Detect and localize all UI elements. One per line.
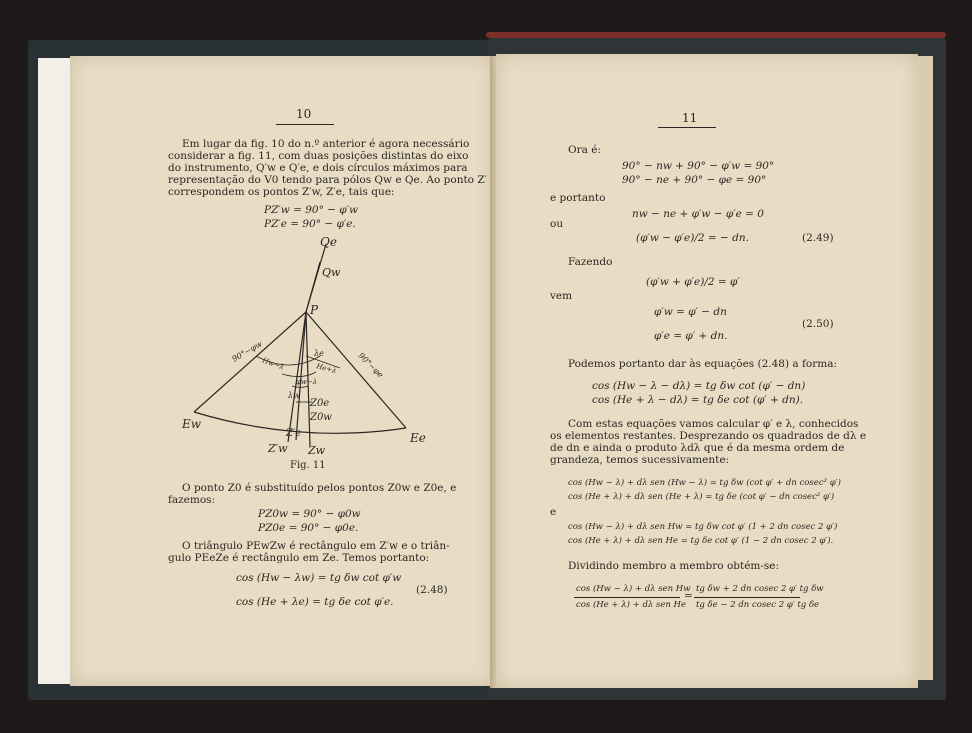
left-para1-line5: correspondem os pontos Z′w, Z′e, tais que: — [168, 186, 395, 198]
header-rule-right — [658, 127, 716, 128]
left-para1-line2: considerar a fig. 11, com duas posições distintas do eixo — [168, 150, 469, 162]
eqF-line1: cos (Hw − λ − dλ) = tg δw cot (φ′ − dn) — [592, 380, 806, 392]
eqG-line2: cos (He + λ) + dλ sen (He + λ) = tg δe (cot φ′ − dn cosec² φ′) — [568, 492, 835, 502]
e-portanto: e portanto — [550, 192, 606, 204]
right-para4-line2: os elementos restantes. Desprezando os quadrados de dλ e — [550, 430, 867, 442]
left-para2-line1: O ponto Z0 é substituído pelos pontos Z0w e Z0e, e — [182, 482, 457, 494]
label-ee: Ee — [410, 431, 426, 445]
figure-caption: Fig. 11 — [290, 460, 326, 471]
label-z0w: Z0w — [310, 412, 332, 423]
frac-right-num: tg δw + 2 dn cosec 2 φ′ tg δw — [696, 584, 824, 594]
label-zw: Zw — [308, 444, 326, 457]
left-para3-line2: gulo PEeZe é rectângulo em Ze. Temos portanto: — [168, 552, 430, 564]
eqC: (φ′w − φ′e)/2 = − dn. — [636, 232, 749, 244]
label-qw: Qw — [322, 266, 341, 279]
spine-edge — [486, 32, 946, 38]
label-arc-e: 90°−φe — [356, 351, 386, 380]
label-ew: Ew — [182, 417, 202, 431]
dividindo: Dividindo membro a membro obtém-se: — [568, 560, 780, 572]
label-mid: φw−λ — [296, 378, 318, 386]
fazendo: Fazendo — [568, 256, 613, 268]
page-number-right: 11 — [682, 111, 698, 125]
eq3-line2: cos (He + λe) = tg δe cot φ′e. — [236, 596, 394, 608]
left-para3-line1: O triângulo PEwZw é rectângulo em Z′w e o triân- — [182, 540, 450, 552]
left-page — [70, 56, 494, 686]
label-hw: Hw−λ — [261, 356, 286, 372]
label-lw: λw — [288, 391, 300, 400]
right-para4-line1: Com estas equações vamos calcular φ′ e λ, conhecidos — [568, 418, 859, 430]
frac-equals: = — [684, 590, 693, 602]
label-arc-w: 90°−φw — [230, 339, 264, 364]
eq3-line1: cos (Hw − λw) = tg δw cot φ′w — [236, 572, 402, 584]
eqF-line2: cos (He + λ − dλ) = tg δe cot (φ′ + dn). — [592, 394, 804, 406]
label-qe: Qe — [320, 235, 337, 249]
eq2-line1: PZ0w = 90° − φ0w — [258, 508, 361, 520]
left-para1-line4: representação do V0 tendo para pólos Qw e Qe. Ao ponto Z′ — [168, 174, 488, 186]
label-le: λe — [314, 349, 324, 358]
left-para2-line2: fazemos: — [168, 494, 216, 506]
eqD: (φ′w + φ′e)/2 = φ′ — [646, 276, 740, 288]
left-para1-line1: Em lugar da fig. 10 do n.º anterior é agora necessário — [182, 138, 470, 150]
eq1-line2: PZ′e = 90° − φ′e. — [264, 218, 356, 230]
podemos: Podemos portanto dar às equações (2.48) a forma: — [568, 358, 837, 370]
frac-left-den: cos (He + λ) + dλ sen He — [576, 600, 686, 610]
label-z0e: Z0e — [310, 398, 330, 409]
eq1-line1: PZ′w = 90° − φ′w — [264, 204, 359, 216]
frac-left-bar — [574, 597, 680, 598]
frac-right-den: tg δe − 2 dn cosec 2 φ′ tg δe — [696, 600, 820, 610]
right-page — [496, 54, 918, 688]
frac-right-bar — [694, 597, 800, 598]
label-p: P — [310, 303, 319, 317]
eqC-number: (2.49) — [802, 232, 834, 244]
eqE-number: (2.50) — [802, 318, 834, 330]
eqE-line2: φ′e = φ′ + dn. — [654, 330, 728, 342]
e-conj: e — [550, 506, 557, 518]
eq2-line2: PZ0e = 90° − φ0e. — [258, 522, 359, 534]
frac-left-num: cos (Hw − λ) + dλ sen Hw — [576, 584, 691, 594]
eq3-number: (2.48) — [416, 584, 448, 596]
eqA-line2: 90° − ne + 90° − φe = 90° — [622, 174, 767, 186]
vem: vem — [550, 290, 573, 302]
eqE-line1: φ′w = φ′ − dn — [654, 306, 727, 318]
ora: Ora é: — [568, 144, 601, 156]
label-he: He+λ — [315, 362, 338, 376]
page-number-left: 10 — [296, 107, 312, 121]
label-zw-prime: Z′w — [268, 442, 288, 455]
left-para1-line3: do instrumento, Q′w e Q′e, e dois círculos máximos para — [168, 162, 468, 174]
eqH-line2: cos (He + λ) + dλ sen He = tg δe cot φ′ (1 − 2 dn cosec 2 φ′). — [568, 536, 834, 546]
right-para4-line3: de dn e ainda o produto λdλ que é da mesma ordem de — [550, 442, 845, 454]
eqA-line1: 90° − nw + 90° − φ′w = 90° — [622, 160, 775, 172]
eqH-line1: cos (Hw − λ) + dλ sen Hw = tg δw cot φ′ (1 + 2 dn cosec 2 φ′) — [568, 522, 838, 532]
eqG-line1: cos (Hw − λ) + dλ sen (Hw − λ) = tg δw (cot φ′ + dn cosec² φ′) — [568, 478, 841, 488]
eqB: nw − ne + φ′w − φ′e = 0 — [632, 208, 764, 220]
label-ze-prime: Z′e — [286, 428, 302, 439]
ou: ou — [550, 218, 564, 230]
right-para4-line4: grandeza, temos sucessivamente: — [550, 454, 730, 466]
